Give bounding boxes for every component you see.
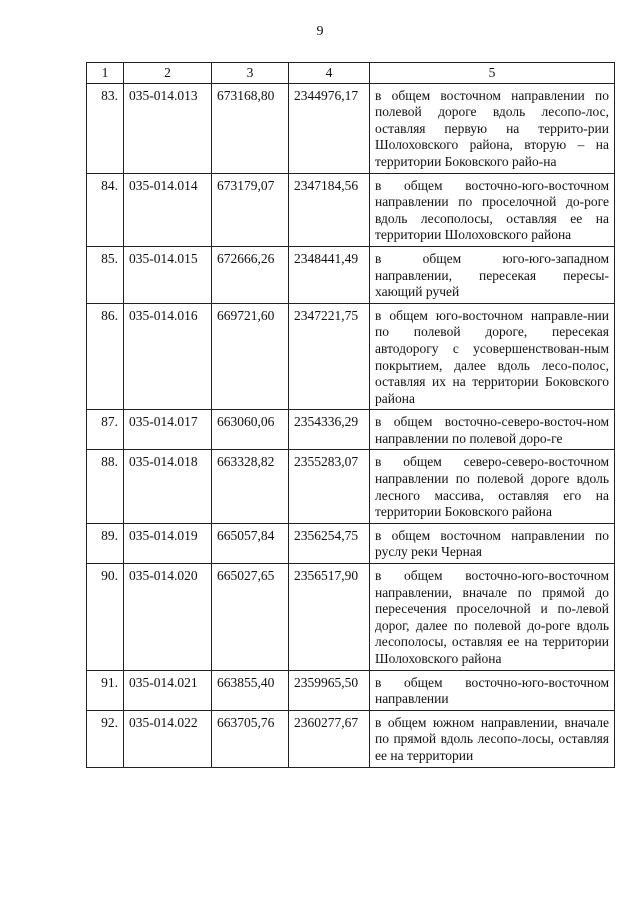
point-code-cell: 035-014.017 (124, 410, 212, 450)
x-coordinate-cell: 665057,84 (212, 523, 289, 563)
x-coordinate-cell: 673168,80 (212, 83, 289, 173)
point-number-cell: 91. (87, 670, 124, 710)
x-coordinate-cell: 669721,60 (212, 303, 289, 410)
x-coordinate-cell: 665027,65 (212, 564, 289, 671)
table-row (87, 83, 615, 173)
point-code-cell: 035-014.014 (124, 173, 212, 246)
point-code-cell: 035-014.022 (124, 710, 212, 767)
point-number-cell: 86. (87, 303, 124, 410)
column-header: 5 (370, 63, 615, 84)
boundary-description-cell: в общем северо-северо-восточном направлении по полевой дороге вдоль лесного массива, оставляя его на территории Боковского района (370, 450, 615, 523)
table-header-row (87, 63, 615, 84)
y-coordinate-cell: 2348441,49 (289, 246, 370, 303)
y-coordinate-cell: 2344976,17 (289, 83, 370, 173)
point-number-cell: 87. (87, 410, 124, 450)
x-coordinate-cell: 673179,07 (212, 173, 289, 246)
y-coordinate-cell: 2356517,90 (289, 564, 370, 671)
page-number: 9 (316, 24, 324, 39)
y-coordinate-cell: 2356254,75 (289, 523, 370, 563)
y-coordinate-cell: 2347184,56 (289, 173, 370, 246)
y-coordinate-cell: 2347221,75 (289, 303, 370, 410)
table-row (87, 410, 615, 450)
boundary-description-cell: в общем южном направлении, вначале по прямой вдоль лесопо-лосы, оставляя ее на территории (370, 710, 615, 767)
y-coordinate-cell: 2354336,29 (289, 410, 370, 450)
point-code-cell: 035-014.013 (124, 83, 212, 173)
point-code-cell: 035-014.019 (124, 523, 212, 563)
boundary-description-cell: в общем восточно-юго-восточном направлении по проселочной до-роге вдоль лесополосы, оставляя ее на территории Шолоховского района (370, 173, 615, 246)
point-code-cell: 035-014.021 (124, 670, 212, 710)
table-row (87, 670, 615, 710)
boundary-description-cell: в общем восточно-северо-восточ-ном направлении по полевой доро-ге (370, 410, 615, 450)
x-coordinate-cell: 663328,82 (212, 450, 289, 523)
table-row (87, 303, 615, 410)
point-number-cell: 89. (87, 523, 124, 563)
table-row (87, 246, 615, 303)
boundary-description-cell: в общем восточном направлении по руслу реки Черная (370, 523, 615, 563)
column-header: 3 (212, 63, 289, 84)
y-coordinate-cell: 2359965,50 (289, 670, 370, 710)
y-coordinate-cell: 2360277,67 (289, 710, 370, 767)
column-header: 4 (289, 63, 370, 84)
point-code-cell: 035-014.015 (124, 246, 212, 303)
boundary-description-cell: в общем юго-восточном направле-нии по полевой дороге, пересекая автодорогу с усовершенствован-ным покрытием, далее вдоль лесо-полос, оставляя их на территории Боковского района (370, 303, 615, 410)
point-code-cell: 035-014.020 (124, 564, 212, 671)
point-number-cell: 90. (87, 564, 124, 671)
point-code-cell: 035-014.016 (124, 303, 212, 410)
x-coordinate-cell: 663855,40 (212, 670, 289, 710)
table-row (87, 173, 615, 246)
point-number-cell: 85. (87, 246, 124, 303)
x-coordinate-cell: 672666,26 (212, 246, 289, 303)
boundary-description-cell: в общем юго-юго-западном направлении, пересекая пересы-хающий ручей (370, 246, 615, 303)
y-coordinate-cell: 2355283,07 (289, 450, 370, 523)
point-number-cell: 83. (87, 83, 124, 173)
column-header: 2 (124, 63, 212, 84)
table-row (87, 564, 615, 671)
point-number-cell: 92. (87, 710, 124, 767)
x-coordinate-cell: 663705,76 (212, 710, 289, 767)
x-coordinate-cell: 663060,06 (212, 410, 289, 450)
point-number-cell: 84. (87, 173, 124, 246)
table-row (87, 450, 615, 523)
column-header: 1 (87, 63, 124, 84)
boundary-description-cell: в общем восточно-юго-восточном направлении, вначале по прямой до пересечения проселочной и по-левой дорог, далее по полевой до-роге вдоль лесополосы, оставляя ее на территории Шолоховского района (370, 564, 615, 671)
boundary-description-cell: в общем восточном направлении по полевой дороге вдоль лесопо-лос, оставляя первую на террито-рии Шолоховского района, вторую – на территории Боковского райо-на (370, 83, 615, 173)
boundary-description-cell: в общем восточно-юго-восточном направлении (370, 670, 615, 710)
point-code-cell: 035-014.018 (124, 450, 212, 523)
boundary-points-table (86, 62, 615, 768)
point-number-cell: 88. (87, 450, 124, 523)
table-row (87, 710, 615, 767)
table-row (87, 523, 615, 563)
